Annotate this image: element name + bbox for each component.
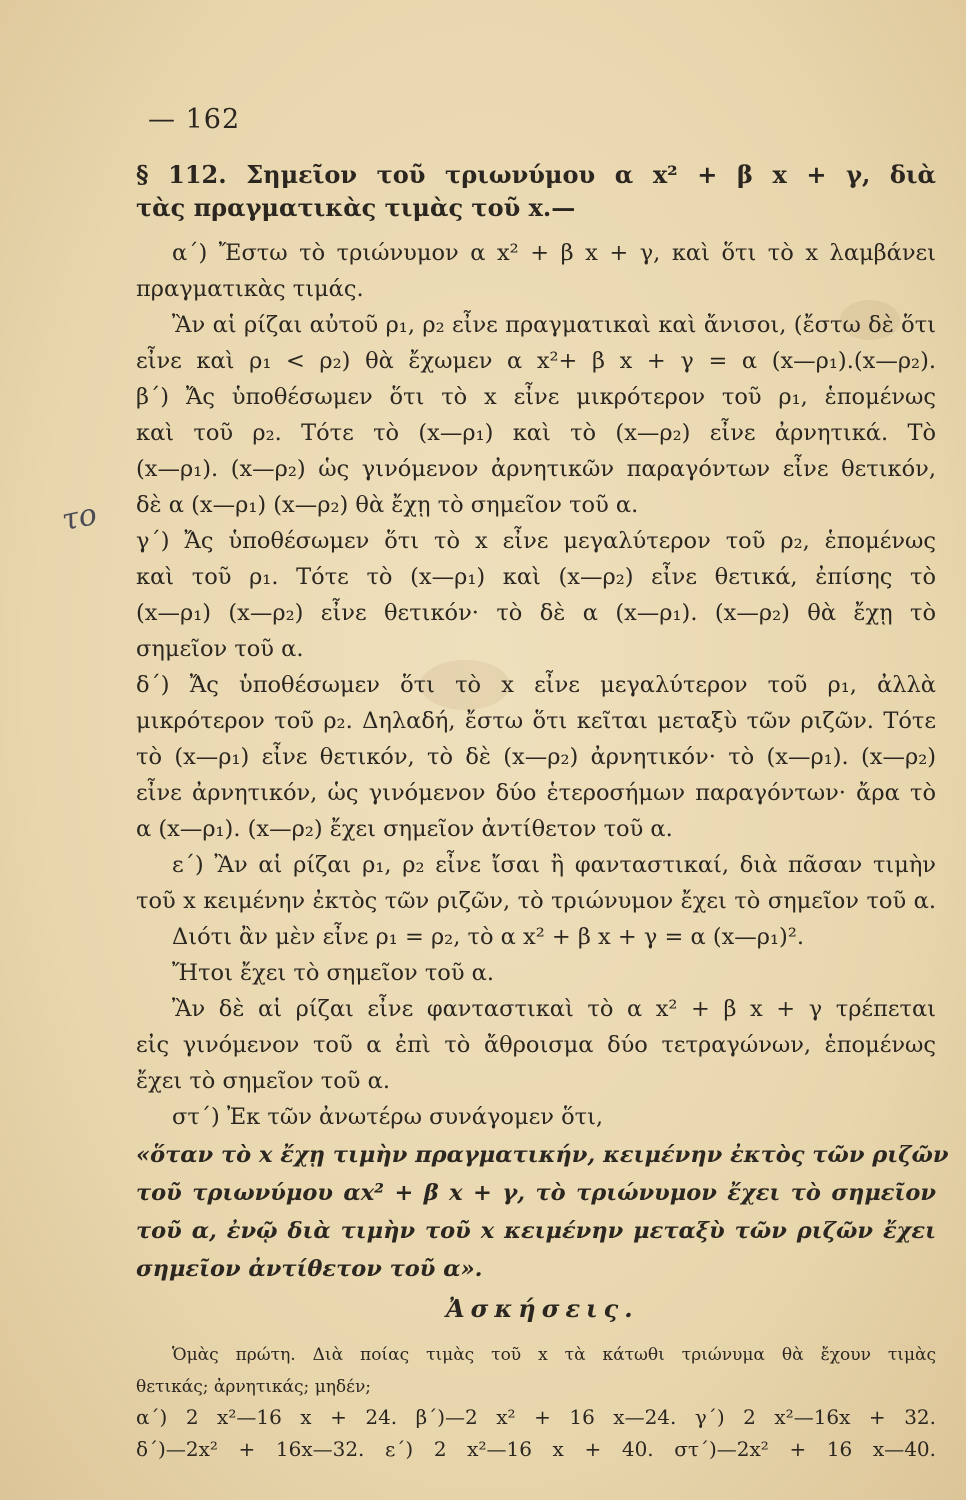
text-line: εἰς γινόμενον τοῦ α ἐπὶ τὸ ἄθροισμα δύο τετραγώνων, ἑπομένως xyxy=(136,1032,936,1058)
page-number: — 162 xyxy=(148,104,241,135)
text-line: σημεῖον τοῦ α. xyxy=(136,636,304,662)
text-line: α (x—ρ₁). (x—ρ₂) ἔχει σημεῖον ἀντίθετον τοῦ α. xyxy=(136,816,673,842)
section-heading-line-2: τὰς πραγματικὰς τιμὰς τοῦ x.— xyxy=(136,193,576,222)
text-line: τοῦ x κειμένην ἐκτὸς τῶν ριζῶν, τὸ τριώνυμον ἔχει τὸ σημεῖον τοῦ α. xyxy=(136,888,936,914)
exercise-line: Ὁμὰς πρώτη. Διὰ ποίας τιμὰς τοῦ x τὰ κάτωθι τριώνυμα θὰ ἔχουν τιμὰς xyxy=(172,1345,936,1365)
text-line: μικρότερον τοῦ ρ₂. Δηλαδή, ἔστω ὅτι κεῖται μεταξὺ τῶν ριζῶν. Τότε xyxy=(136,708,936,734)
text-line: Ἂν δὲ αἱ ρίζαι εἶνε φανταστικαὶ τὸ α x² + β x + γ τρέπεται xyxy=(172,996,936,1022)
text-line: Ἤτοι ἔχει τὸ σημεῖον τοῦ α. xyxy=(172,960,495,986)
text-line: πραγματικὰς τιμάς. xyxy=(136,276,364,302)
text-line: α΄) Ἔστω τὸ τριώνυμον α x² + β x + γ, καὶ ὅτι τὸ x λαμβάνει xyxy=(172,240,936,266)
conclusion-line: «ὅταν τὸ x ἔχῃ τιμὴν πραγματικήν, κειμένην ἐκτὸς τῶν ριζῶν xyxy=(136,1142,949,1168)
text-line: καὶ τοῦ ρ₁. Τότε τὸ (x—ρ₁) καὶ (x—ρ₂) εἶνε θετικά, ἐπίσης τὸ xyxy=(136,564,936,590)
text-line: τὸ (x—ρ₁) εἶνε θετικόν, τὸ δὲ (x—ρ₂) ἀρνητικόν· τὸ (x—ρ₁). (x—ρ₂) xyxy=(136,744,936,770)
conclusion-line: τοῦ τριωνύμου αx² + β x + γ, τὸ τριώνυμον ἔχει τὸ σημεῖον xyxy=(136,1180,936,1206)
section-heading-line-1: § 112. Σημεῖον τοῦ τριωνύμου α x² + β x + γ, διὰ xyxy=(136,160,936,189)
text-line: εἶνε ἀρνητικόν, ὡς γινόμενον δύο ἑτεροσήμων παραγόντων· ἄρα τὸ xyxy=(136,780,936,806)
text-line: εἶνε καὶ ρ₁ < ρ₂) θὰ ἔχωμεν α x²+ β x + γ = α (x—ρ₁).(x—ρ₂). xyxy=(136,348,936,374)
text-line: δ΄) Ἄς ὑποθέσωμεν ὅτι τὸ x εἶνε μεγαλύτερον τοῦ ρ₁, ἀλλὰ xyxy=(136,672,936,698)
text-line: Διότι ἂν μὲν εἶνε ρ₁ = ρ₂, τὸ α x² + β x + γ = α (x—ρ₁)². xyxy=(172,924,804,950)
handwritten-margin-note: το xyxy=(58,496,100,539)
text-line: ε΄) Ἂν αἱ ρίζαι ρ₁, ρ₂ εἶνε ἴσαι ἢ φανταστικαί, διὰ πᾶσαν τιμὴν xyxy=(172,852,936,878)
text-line: γ΄) Ἄς ὑποθέσωμεν ὅτι τὸ x εἶνε μεγαλύτερον τοῦ ρ₂, ἑπομένως xyxy=(136,528,936,554)
conclusion-line: τοῦ α, ἐνῷ διὰ τιμὴν τοῦ x κειμένην μεταξὺ τῶν ριζῶν ἔχει xyxy=(136,1218,936,1244)
text-line: Ἂν αἱ ρίζαι αὐτοῦ ρ₁, ρ₂ εἶνε πραγματικαὶ καὶ ἄνισοι, (ἔστω δὲ ὅτι xyxy=(172,312,936,338)
text-line: δὲ α (x—ρ₁) (x—ρ₂) θὰ ἔχῃ τὸ σημεῖον τοῦ α. xyxy=(136,492,639,518)
text-line: καὶ τοῦ ρ₂. Τότε τὸ (x—ρ₁) καὶ τὸ (x—ρ₂) εἶνε ἀρνητικά. Τὸ xyxy=(136,420,936,446)
text-line: (x—ρ₁). (x—ρ₂) ὡς γινόμενον ἀρνητικῶν παραγόντων εἶνε θετικόν, xyxy=(136,456,936,482)
text-line: (x—ρ₁) (x—ρ₂) εἶνε θετικόν· τὸ δὲ α (x—ρ₁). (x—ρ₂) θὰ ἔχῃ τὸ xyxy=(136,600,936,626)
exercise-line: α΄) 2 x²—16 x + 24. β΄)—2 x² + 16 x—24. γ΄) 2 x²—16x + 32. xyxy=(136,1405,936,1429)
conclusion-line: σημεῖον ἀντίθετον τοῦ α». xyxy=(136,1256,483,1282)
exercise-line: θετικάς; ἀρνητικάς; μηδέν; xyxy=(136,1377,372,1397)
text-line: στ΄) Ἐκ τῶν ἀνωτέρω συνάγομεν ὅτι, xyxy=(172,1104,604,1130)
text-line: ἔχει τὸ σημεῖον τοῦ α. xyxy=(136,1068,390,1094)
text-line: β΄) Ἄς ὑποθέσωμεν ὅτι τὸ x εἶνε μικρότερον τοῦ ρ₁, ἑπομένως xyxy=(136,384,936,410)
exercises-title: Ἀσκήσεις. xyxy=(446,1294,639,1323)
exercise-line: δ΄)—2x² + 16x—32. ε΄) 2 x²—16 x + 40. στ΄)—2x² + 16 x—40. xyxy=(136,1437,936,1461)
